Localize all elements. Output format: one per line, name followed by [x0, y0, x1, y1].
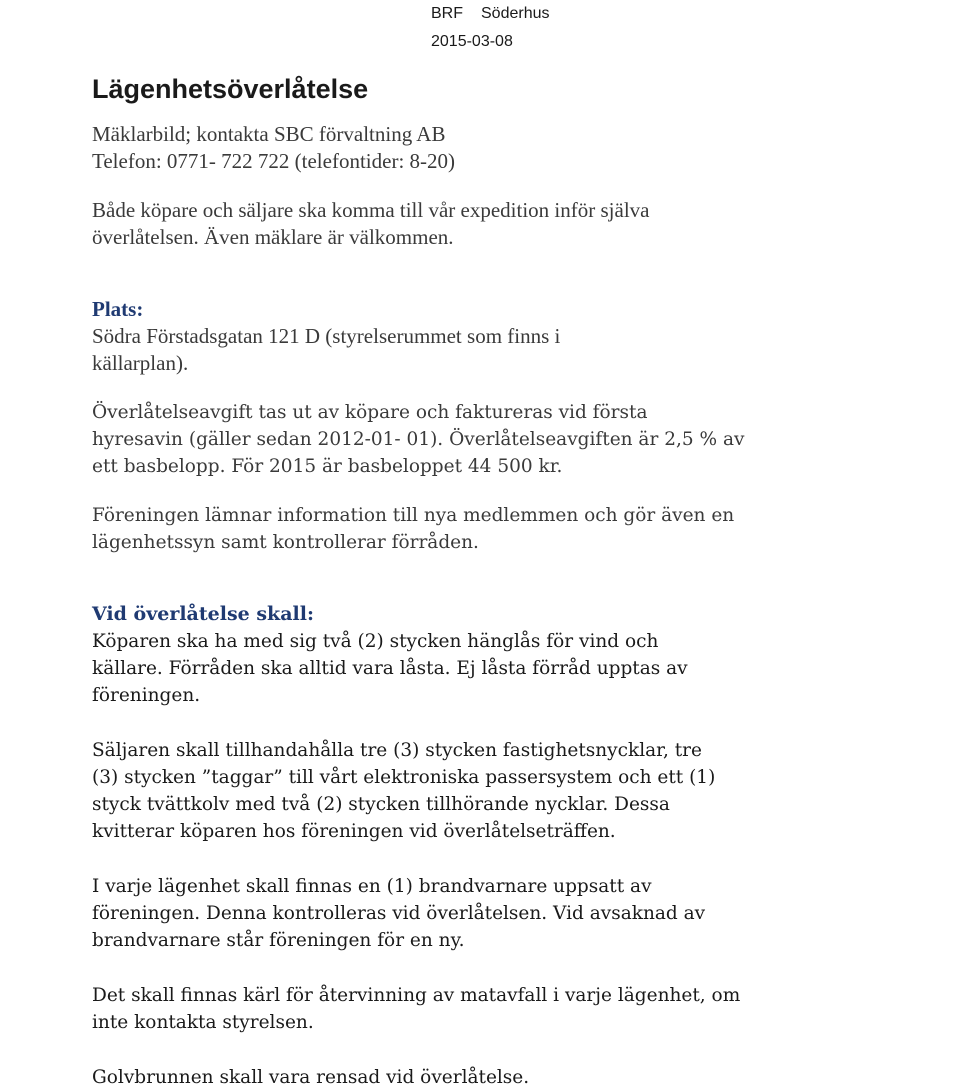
document-header [431, 0, 631, 56]
smoke-alarm-paragraph: I varje lägenhet skall finnas en (1) brandvarnare uppsatt av föreningen. Denna kontrolleras vid överlåtelsen. Vid avsaknad av brandvarnare står föreningen för en ny. [92, 876, 706, 951]
page-title: Lägenhetsöverlåtelse [92, 74, 369, 104]
header-org-name: Söderhus [481, 5, 550, 22]
locks-paragraph: Köparen ska ha med sig två (2) stycken hänglås för vind och källare. Förråden ska alltid vara låsta. Ej låsta förråd upptas av föreningen. [92, 631, 688, 706]
plats-heading: Plats: [92, 297, 144, 321]
contact-line-2: Telefon: 0771- 722 722 (telefontider: 8-20) [92, 149, 456, 173]
header-org [431, 0, 631, 28]
keys-paragraph: Säljaren skall tillhandahålla tre (3) stycken fastighetsnycklar, tre (3) stycken ”taggar” till vårt elektroniska passersystem och ett (1) styck tvättkolv med två (2) stycken tillhörande nycklar. Dessa kvitterar köparen hos föreningen vid överlåtelseträffen. [92, 740, 716, 842]
drain-paragraph: Golvbrunnen skall vara rensad vid överlåtelse. [92, 1067, 530, 1088]
recycling-paragraph: Det skall finnas kärl för återvinning av matavfall i varje lägenhet, om inte kontakta styrelsen. [92, 985, 741, 1033]
transfer-heading: Vid överlåtelse skall: [92, 603, 314, 625]
association-info-paragraph: Föreningen lämnar information till nya medlemmen och gör även en lägenhetssyn samt kontrollerar förråden. [92, 505, 735, 553]
plats-address: Södra Förstadsgatan 121 D (styrelserummet som finns i källarplan). [92, 324, 561, 375]
document-body [92, 72, 952, 1091]
contact-line-1: Mäklarbild; kontakta SBC förvaltning AB [92, 122, 446, 146]
attendance-paragraph: Både köpare och säljare ska komma till vår expedition inför själva överlåtelsen. Även mäklare är välkommen. [92, 198, 650, 249]
fee-paragraph: Överlåtelseavgift tas ut av köpare och faktureras vid första hyresavin (gäller sedan 2012-01- 01). Överlåtelseavgiften är 2,5 % av ett basbelopp. För 2015 är basbeloppet 44 500 kr. [92, 402, 745, 477]
header-date: 2015-03-08 [431, 33, 513, 50]
header-org-prefix: BRF [431, 5, 463, 22]
